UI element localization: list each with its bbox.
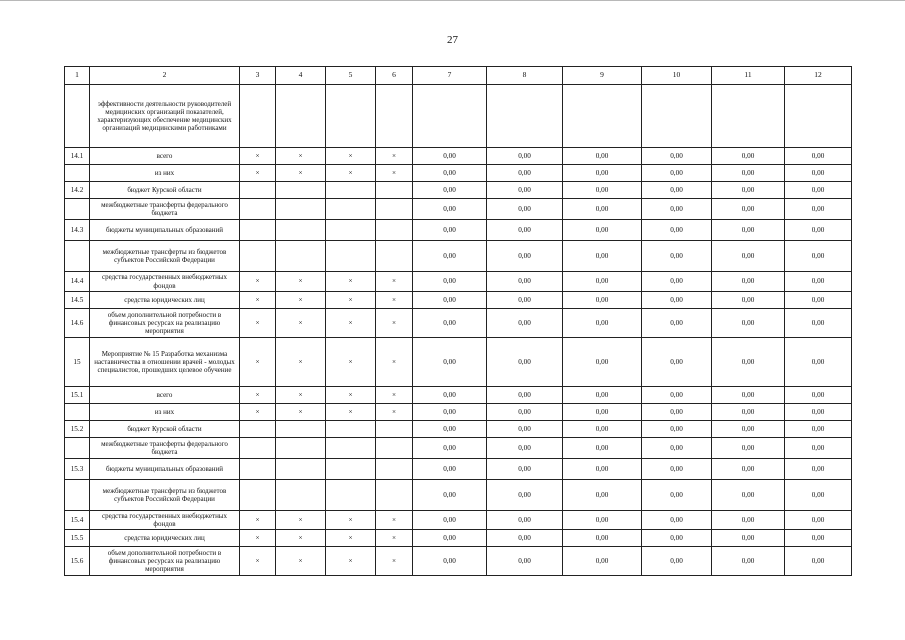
mark-cell — [276, 480, 326, 511]
value-cell: 0,00 — [413, 530, 487, 547]
value-cell: 0,00 — [712, 511, 785, 530]
value-cell: 0,00 — [563, 421, 642, 438]
value-cell: 0,00 — [785, 404, 852, 421]
value-cell: 0,00 — [487, 404, 563, 421]
row-number-cell: 14.2 — [65, 182, 90, 199]
mark-cell: × — [376, 272, 413, 292]
mark-cell: × — [276, 404, 326, 421]
value-cell: 0,00 — [785, 459, 852, 480]
value-cell: 0,00 — [563, 547, 642, 576]
header-cell: 4 — [276, 67, 326, 85]
mark-cell — [276, 182, 326, 199]
mark-cell: × — [240, 338, 276, 387]
value-cell: 0,00 — [785, 480, 852, 511]
mark-cell — [376, 459, 413, 480]
row-number-cell: 15.2 — [65, 421, 90, 438]
value-cell: 0,00 — [487, 148, 563, 165]
mark-cell: × — [376, 148, 413, 165]
value-cell: 0,00 — [785, 438, 852, 459]
table-header-row — [65, 67, 852, 85]
row-number-cell: 15.4 — [65, 511, 90, 530]
table-row — [65, 292, 852, 309]
header-cell: 2 — [90, 67, 240, 85]
mark-cell — [326, 85, 376, 148]
value-cell: 0,00 — [563, 165, 642, 182]
value-cell: 0,00 — [413, 182, 487, 199]
page-number: 27 — [447, 34, 458, 46]
row-name-cell: объем дополнительной потребности в финансовых ресурсах на реализацию мероприятия — [90, 309, 240, 338]
value-cell: 0,00 — [413, 165, 487, 182]
row-number-cell — [65, 199, 90, 220]
value-cell: 0,00 — [413, 547, 487, 576]
mark-cell — [326, 480, 376, 511]
mark-cell: × — [240, 387, 276, 404]
mark-cell — [326, 421, 376, 438]
value-cell: 0,00 — [712, 241, 785, 272]
value-cell: 0,00 — [785, 148, 852, 165]
value-cell: 0,00 — [712, 272, 785, 292]
mark-cell: × — [326, 309, 376, 338]
value-cell: 0,00 — [487, 387, 563, 404]
mark-cell — [240, 438, 276, 459]
value-cell: 0,00 — [712, 530, 785, 547]
row-number-cell: 14.6 — [65, 309, 90, 338]
header-cell: 6 — [376, 67, 413, 85]
value-cell: 0,00 — [785, 421, 852, 438]
value-cell: 0,00 — [563, 530, 642, 547]
row-number-cell — [65, 480, 90, 511]
value-cell — [642, 85, 712, 148]
row-name-cell: средства государственных внебюджетных фондов — [90, 511, 240, 530]
mark-cell — [240, 85, 276, 148]
mark-cell — [376, 199, 413, 220]
header-cell: 7 — [413, 67, 487, 85]
value-cell: 0,00 — [712, 404, 785, 421]
value-cell: 0,00 — [785, 220, 852, 241]
mark-cell — [376, 241, 413, 272]
value-cell: 0,00 — [487, 199, 563, 220]
row-name-cell: Мероприятие № 15 Разработка механизма наставничества в отношении врачей - молодых специалистов, прошедших целевое обучение — [90, 338, 240, 387]
mark-cell — [376, 220, 413, 241]
value-cell: 0,00 — [642, 547, 712, 576]
value-cell: 0,00 — [413, 241, 487, 272]
row-number-cell: 14.5 — [65, 292, 90, 309]
value-cell: 0,00 — [563, 148, 642, 165]
value-cell: 0,00 — [642, 199, 712, 220]
value-cell — [413, 85, 487, 148]
value-cell: 0,00 — [487, 438, 563, 459]
table-row — [65, 547, 852, 576]
value-cell: 0,00 — [642, 272, 712, 292]
mark-cell — [326, 438, 376, 459]
value-cell — [487, 85, 563, 148]
row-number-cell — [65, 165, 90, 182]
value-cell: 0,00 — [712, 199, 785, 220]
value-cell: 0,00 — [487, 547, 563, 576]
mark-cell — [376, 421, 413, 438]
mark-cell: × — [376, 404, 413, 421]
header-cell: 5 — [326, 67, 376, 85]
header-cell: 11 — [712, 67, 785, 85]
mark-cell: × — [240, 530, 276, 547]
value-cell: 0,00 — [413, 511, 487, 530]
value-cell: 0,00 — [785, 547, 852, 576]
value-cell: 0,00 — [642, 404, 712, 421]
mark-cell: × — [376, 511, 413, 530]
mark-cell — [240, 459, 276, 480]
mark-cell: × — [240, 511, 276, 530]
table-row — [65, 338, 852, 387]
value-cell: 0,00 — [712, 387, 785, 404]
mark-cell — [276, 220, 326, 241]
table-row — [65, 148, 852, 165]
mark-cell — [240, 220, 276, 241]
table-row — [65, 165, 852, 182]
value-cell: 0,00 — [563, 338, 642, 387]
row-name-cell: межбюджетные трансферты из бюджетов субъектов Российской Федерации — [90, 480, 240, 511]
value-cell: 0,00 — [413, 438, 487, 459]
mark-cell: × — [240, 547, 276, 576]
table-row — [65, 182, 852, 199]
table-row — [65, 530, 852, 547]
value-cell: 0,00 — [563, 459, 642, 480]
mark-cell — [376, 480, 413, 511]
value-cell: 0,00 — [642, 220, 712, 241]
value-cell: 0,00 — [642, 165, 712, 182]
mark-cell: × — [326, 292, 376, 309]
value-cell: 0,00 — [785, 292, 852, 309]
value-cell: 0,00 — [712, 165, 785, 182]
value-cell: 0,00 — [563, 272, 642, 292]
value-cell: 0,00 — [413, 480, 487, 511]
table-row — [65, 85, 852, 148]
value-cell: 0,00 — [413, 148, 487, 165]
mark-cell: × — [326, 547, 376, 576]
mark-cell: × — [240, 272, 276, 292]
mark-cell: × — [376, 387, 413, 404]
value-cell: 0,00 — [487, 292, 563, 309]
mark-cell: × — [276, 165, 326, 182]
table-row — [65, 511, 852, 530]
row-name-cell: всего — [90, 148, 240, 165]
mark-cell: × — [326, 338, 376, 387]
row-number-cell — [65, 438, 90, 459]
value-cell: 0,00 — [712, 547, 785, 576]
mark-cell — [326, 220, 376, 241]
value-cell: 0,00 — [413, 220, 487, 241]
value-cell: 0,00 — [487, 421, 563, 438]
mark-cell: × — [376, 338, 413, 387]
value-cell: 0,00 — [487, 480, 563, 511]
value-cell: 0,00 — [413, 309, 487, 338]
value-cell: 0,00 — [642, 480, 712, 511]
value-cell: 0,00 — [563, 404, 642, 421]
table-row — [65, 480, 852, 511]
row-name-cell: межбюджетные трансферты из бюджетов субъектов Российской Федерации — [90, 241, 240, 272]
value-cell: 0,00 — [563, 309, 642, 338]
row-number-cell: 15.6 — [65, 547, 90, 576]
row-number-cell — [65, 404, 90, 421]
row-number-cell: 15 — [65, 338, 90, 387]
value-cell — [563, 85, 642, 148]
mark-cell — [326, 182, 376, 199]
value-cell: 0,00 — [413, 404, 487, 421]
mark-cell: × — [326, 387, 376, 404]
value-cell: 0,00 — [642, 511, 712, 530]
value-cell: 0,00 — [712, 421, 785, 438]
table-row — [65, 387, 852, 404]
table-row — [65, 241, 852, 272]
value-cell: 0,00 — [712, 438, 785, 459]
value-cell: 0,00 — [487, 459, 563, 480]
row-name-cell: из них — [90, 404, 240, 421]
table-row — [65, 459, 852, 480]
row-name-cell: бюджеты муниципальных образований — [90, 459, 240, 480]
value-cell: 0,00 — [712, 292, 785, 309]
value-cell: 0,00 — [785, 182, 852, 199]
header-cell: 10 — [642, 67, 712, 85]
row-name-cell: бюджет Курской области — [90, 182, 240, 199]
mark-cell: × — [276, 547, 326, 576]
row-name-cell: эффективности деятельности руководителей медицинских организаций показателей, характеризующих обеспечение медицинских организаций медицинскими работниками — [90, 85, 240, 148]
mark-cell — [376, 182, 413, 199]
mark-cell — [276, 421, 326, 438]
value-cell: 0,00 — [413, 199, 487, 220]
value-cell: 0,00 — [785, 199, 852, 220]
mark-cell: × — [326, 511, 376, 530]
value-cell: 0,00 — [785, 511, 852, 530]
value-cell — [785, 85, 852, 148]
header-cell: 9 — [563, 67, 642, 85]
mark-cell — [276, 241, 326, 272]
mark-cell — [326, 459, 376, 480]
row-name-cell: средства юридических лиц — [90, 292, 240, 309]
value-cell: 0,00 — [563, 220, 642, 241]
mark-cell: × — [276, 387, 326, 404]
value-cell: 0,00 — [712, 309, 785, 338]
header-cell: 3 — [240, 67, 276, 85]
row-number-cell: 14.4 — [65, 272, 90, 292]
mark-cell — [276, 459, 326, 480]
value-cell: 0,00 — [487, 309, 563, 338]
row-name-cell: бюджеты муниципальных образований — [90, 220, 240, 241]
budget-table — [64, 66, 852, 576]
mark-cell: × — [376, 309, 413, 338]
mark-cell: × — [276, 292, 326, 309]
mark-cell — [276, 85, 326, 148]
value-cell: 0,00 — [785, 338, 852, 387]
mark-cell — [240, 182, 276, 199]
row-name-cell: всего — [90, 387, 240, 404]
row-number-cell: 14.1 — [65, 148, 90, 165]
table-row — [65, 199, 852, 220]
value-cell: 0,00 — [642, 438, 712, 459]
mark-cell: × — [240, 292, 276, 309]
table-row — [65, 272, 852, 292]
row-name-cell: средства государственных внебюджетных фондов — [90, 272, 240, 292]
value-cell: 0,00 — [785, 387, 852, 404]
row-number-cell — [65, 85, 90, 148]
mark-cell: × — [376, 292, 413, 309]
value-cell: 0,00 — [712, 459, 785, 480]
header-cell: 1 — [65, 67, 90, 85]
value-cell: 0,00 — [785, 309, 852, 338]
row-number-cell — [65, 241, 90, 272]
value-cell: 0,00 — [642, 459, 712, 480]
value-cell: 0,00 — [642, 421, 712, 438]
value-cell: 0,00 — [642, 241, 712, 272]
mark-cell: × — [326, 148, 376, 165]
value-cell: 0,00 — [563, 387, 642, 404]
row-name-cell: бюджет Курской области — [90, 421, 240, 438]
mark-cell: × — [276, 530, 326, 547]
mark-cell: × — [326, 530, 376, 547]
value-cell: 0,00 — [785, 241, 852, 272]
row-name-cell: межбюджетные трансферты федерального бюджета — [90, 438, 240, 459]
header-cell: 8 — [487, 67, 563, 85]
page-top-border — [0, 0, 905, 1]
mark-cell: × — [240, 309, 276, 338]
table-row — [65, 309, 852, 338]
mark-cell: × — [276, 272, 326, 292]
value-cell: 0,00 — [785, 530, 852, 547]
table-row — [65, 421, 852, 438]
row-name-cell: объем дополнительной потребности в финансовых ресурсах на реализацию мероприятия — [90, 547, 240, 576]
mark-cell: × — [376, 547, 413, 576]
row-name-cell: из них — [90, 165, 240, 182]
value-cell — [712, 85, 785, 148]
value-cell: 0,00 — [642, 292, 712, 309]
value-cell: 0,00 — [413, 459, 487, 480]
value-cell: 0,00 — [712, 148, 785, 165]
value-cell: 0,00 — [563, 438, 642, 459]
value-cell: 0,00 — [487, 338, 563, 387]
row-number-cell: 15.1 — [65, 387, 90, 404]
mark-cell — [326, 199, 376, 220]
table-row — [65, 404, 852, 421]
value-cell: 0,00 — [712, 338, 785, 387]
row-number-cell: 14.3 — [65, 220, 90, 241]
mark-cell: × — [240, 165, 276, 182]
row-number-cell: 15.3 — [65, 459, 90, 480]
mark-cell — [240, 421, 276, 438]
mark-cell — [326, 241, 376, 272]
value-cell: 0,00 — [563, 511, 642, 530]
value-cell: 0,00 — [563, 199, 642, 220]
value-cell: 0,00 — [487, 511, 563, 530]
value-cell: 0,00 — [642, 338, 712, 387]
row-name-cell: средства юридических лиц — [90, 530, 240, 547]
mark-cell — [276, 199, 326, 220]
value-cell: 0,00 — [413, 338, 487, 387]
table-row — [65, 438, 852, 459]
value-cell: 0,00 — [487, 220, 563, 241]
value-cell: 0,00 — [785, 272, 852, 292]
mark-cell — [376, 438, 413, 459]
mark-cell: × — [276, 511, 326, 530]
value-cell: 0,00 — [413, 272, 487, 292]
mark-cell: × — [326, 272, 376, 292]
value-cell: 0,00 — [487, 241, 563, 272]
value-cell: 0,00 — [487, 530, 563, 547]
value-cell: 0,00 — [642, 148, 712, 165]
value-cell: 0,00 — [563, 241, 642, 272]
mark-cell: × — [276, 309, 326, 338]
value-cell: 0,00 — [563, 480, 642, 511]
mark-cell: × — [276, 148, 326, 165]
value-cell: 0,00 — [712, 182, 785, 199]
value-cell: 0,00 — [413, 387, 487, 404]
value-cell: 0,00 — [487, 272, 563, 292]
value-cell: 0,00 — [785, 165, 852, 182]
mark-cell — [376, 85, 413, 148]
mark-cell — [240, 241, 276, 272]
mark-cell: × — [240, 148, 276, 165]
value-cell: 0,00 — [487, 165, 563, 182]
mark-cell — [240, 199, 276, 220]
value-cell: 0,00 — [642, 309, 712, 338]
row-name-cell: межбюджетные трансферты федерального бюджета — [90, 199, 240, 220]
value-cell: 0,00 — [563, 182, 642, 199]
mark-cell: × — [326, 165, 376, 182]
mark-cell: × — [276, 338, 326, 387]
mark-cell: × — [240, 404, 276, 421]
mark-cell — [276, 438, 326, 459]
value-cell: 0,00 — [487, 182, 563, 199]
mark-cell: × — [326, 404, 376, 421]
value-cell: 0,00 — [413, 292, 487, 309]
value-cell: 0,00 — [563, 292, 642, 309]
row-number-cell: 15.5 — [65, 530, 90, 547]
table-row — [65, 220, 852, 241]
value-cell: 0,00 — [413, 421, 487, 438]
value-cell: 0,00 — [642, 530, 712, 547]
mark-cell: × — [376, 165, 413, 182]
value-cell: 0,00 — [642, 182, 712, 199]
value-cell: 0,00 — [712, 220, 785, 241]
value-cell: 0,00 — [642, 387, 712, 404]
mark-cell: × — [376, 530, 413, 547]
header-cell: 12 — [785, 67, 852, 85]
value-cell: 0,00 — [712, 480, 785, 511]
mark-cell — [240, 480, 276, 511]
